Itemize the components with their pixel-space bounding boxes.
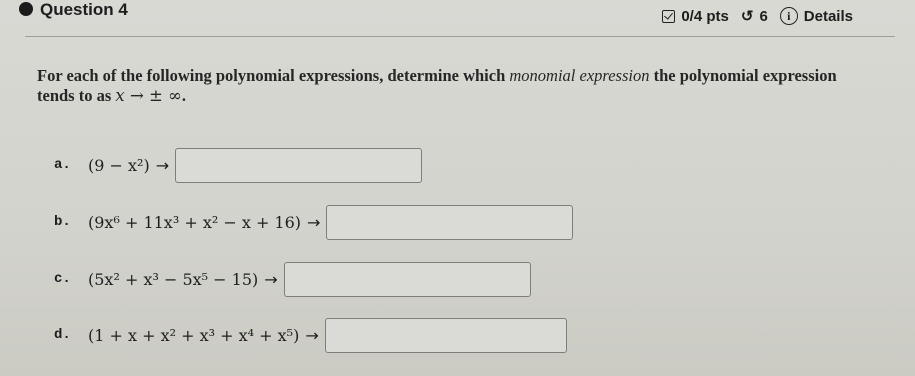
item-expression: (5x² + x³ − 5x⁵ − 15) xyxy=(88,269,259,289)
question-meta xyxy=(662,7,853,25)
item-row-a xyxy=(54,148,422,182)
points-text: 0/4 pts xyxy=(681,7,729,25)
question-prompt xyxy=(37,66,837,106)
answer-input-c[interactable] xyxy=(284,262,531,297)
item-label: a. xyxy=(54,157,71,173)
prompt-period: . xyxy=(181,86,186,105)
info-icon[interactable]: i xyxy=(780,7,798,25)
question-bullet-icon xyxy=(19,2,33,16)
answer-input-d[interactable] xyxy=(325,318,567,353)
prompt-limit: x → ± ∞ xyxy=(115,86,182,105)
arrow-icon: → xyxy=(264,269,278,289)
prompt-text-end: the polynomial expression tends to as xyxy=(37,66,837,105)
question-title: Question 4 xyxy=(40,0,128,19)
item-row-c xyxy=(54,262,531,296)
answer-input-a[interactable] xyxy=(175,148,422,183)
attempts-count: 6 xyxy=(759,7,768,25)
details-link[interactable]: Details xyxy=(803,7,853,25)
prompt-emphasis: monomial expression xyxy=(509,66,650,85)
item-row-d xyxy=(54,318,567,352)
retry-icon[interactable]: ↺ xyxy=(740,8,754,25)
item-expression: (9 − x²) xyxy=(88,155,150,175)
item-label: b. xyxy=(54,214,71,230)
arrow-icon: → xyxy=(155,155,170,175)
item-expression: (9x⁶ + 11x³ + x² − x + 16) xyxy=(88,212,302,232)
arrow-icon: → xyxy=(307,212,321,232)
item-expression: (1 + x + x² + x³ + x⁴ + x⁵) xyxy=(88,325,300,345)
arrow-icon: → xyxy=(305,325,319,345)
item-label: d. xyxy=(54,327,71,343)
checkbox-icon xyxy=(662,10,675,23)
question-header xyxy=(0,0,915,36)
prompt-text-start: For each of the following polynomial expressions, determine which xyxy=(37,66,510,85)
answer-input-b[interactable] xyxy=(326,205,573,240)
item-row-b xyxy=(54,205,573,239)
item-label: c. xyxy=(54,271,71,287)
header-divider xyxy=(25,36,895,37)
